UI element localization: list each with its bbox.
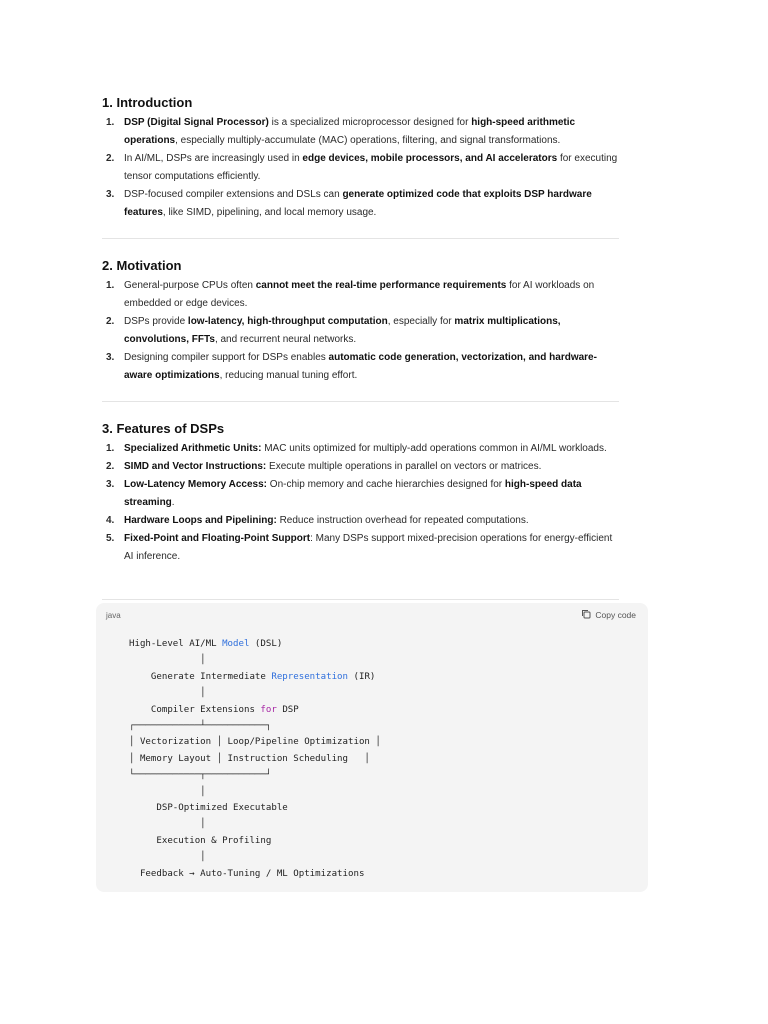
body-text: MAC units optimized for multiply-add operations common in AI/ML workloads.: [261, 443, 607, 454]
list-item: [0, 277, 620, 313]
section-divider: [102, 238, 619, 239]
code-token: Generate Intermediate: [129, 671, 272, 682]
code-token: ┌────────────┴───────────┐: [129, 721, 272, 732]
bold-text: Fixed-Point and Floating-Point Support: [124, 533, 311, 544]
body-text: On-chip memory and cache hierarchies designed for: [267, 479, 505, 490]
list-item-number: 1.: [106, 117, 115, 128]
bold-text: low-latency, high-throughput computation: [187, 316, 388, 327]
body-text: , and recurrent neural networks.: [214, 334, 357, 345]
bold-text: DSP (Digital Signal Processor): [124, 117, 269, 128]
bold-text: Hardware Loops and Pipelining:: [124, 515, 277, 526]
body-text: General-purpose CPUs often: [124, 280, 256, 291]
body-text: In AI/ML, DSPs are increasingly used in: [124, 153, 303, 164]
body-text: for AI workloads on embedded or edge devices.: [124, 280, 595, 309]
bold-text: Low-Latency Memory Access:: [124, 479, 268, 490]
list-item-number: 5.: [106, 533, 115, 544]
body-text: DSPs provide: [124, 316, 188, 327]
body-text: is a specialized microprocessor designed for: [268, 117, 472, 128]
code-token: Compiler Extensions: [129, 704, 261, 715]
code-block: [96, 603, 648, 892]
list-item-number: 3.: [106, 189, 115, 200]
list-item-number: 2.: [106, 153, 115, 164]
bold-text: automatic code generation, vectorization, and hardware-aware optimizations: [124, 352, 597, 381]
list-item: [0, 440, 620, 458]
list-item: [0, 114, 620, 150]
code-token: DSP-Optimized Executable: [129, 803, 288, 814]
section-heading-introduction: 1. Introduction: [102, 95, 193, 110]
code-token: │ Memory Layout │ Instruction Scheduling │: [129, 753, 370, 764]
bold-text: high-speed data streaming: [124, 479, 582, 508]
body-text: , reducing manual tuning effort.: [219, 370, 358, 381]
section-divider: [102, 599, 619, 600]
copy-code-label: Copy code: [595, 610, 636, 620]
section-heading-features: 3. Features of DSPs: [102, 421, 225, 436]
list-item-number: 3.: [106, 352, 115, 363]
code-token: │: [129, 655, 206, 666]
copy-code-button[interactable]: [581, 609, 636, 621]
body-text: , like SIMD, pipelining, and local memory usage.: [162, 207, 377, 218]
code-token: └────────────┬───────────┘: [129, 770, 272, 781]
list-item: [0, 458, 620, 476]
bold-text: generate optimized code that exploits DSP hardware features: [124, 189, 592, 218]
list-item: [0, 313, 620, 349]
list-item: [0, 476, 620, 512]
introduction-list: [0, 114, 620, 222]
code-line: [129, 669, 381, 685]
code-line: [129, 866, 381, 882]
code-token: Execution & Profiling: [129, 835, 272, 846]
code-token: │ Vectorization │ Loop/Pipeline Optimization │: [129, 737, 381, 748]
code-token: High-Level AI/ML: [129, 639, 223, 649]
list-item: [0, 512, 620, 530]
code-token: Model: [222, 639, 250, 649]
body-text: , especially multiply-accumulate (MAC) operations, filtering, and signal transformations.: [175, 135, 561, 146]
features-list: [0, 440, 620, 566]
bold-text: Specialized Arithmetic Units:: [124, 443, 262, 454]
code-token: │: [129, 819, 206, 830]
code-token: Feedback → Auto-Tuning / ML Optimizations: [129, 868, 365, 879]
code-token: │: [129, 688, 206, 699]
body-text: Reduce instruction overhead for repeated computations.: [276, 515, 529, 526]
section-divider: [102, 401, 619, 402]
code-token: │: [129, 852, 206, 863]
list-item-number: 1.: [106, 443, 115, 454]
body-text: .: [171, 497, 175, 508]
bold-text: cannot meet the real-time performance requirements: [255, 280, 507, 291]
body-text: DSP-focused compiler extensions and DSLs can: [124, 189, 343, 200]
code-line: [129, 734, 381, 750]
list-item-number: 2.: [106, 461, 115, 472]
code-line: [129, 833, 381, 849]
list-item-number: 2.: [106, 316, 115, 327]
code-line: [129, 702, 381, 718]
code-token: (IR): [348, 671, 376, 682]
section-heading-motivation: 2. Motivation: [102, 258, 182, 273]
body-text: : Many DSPs support mixed-precision operations for energy-efficient AI inference.: [124, 533, 613, 562]
code-content: [129, 636, 381, 882]
list-item: [0, 150, 620, 186]
list-item-number: 1.: [106, 280, 115, 291]
list-item-number: 3.: [106, 479, 115, 490]
code-token: (DSL): [249, 639, 283, 649]
code-token: Representation: [271, 671, 349, 682]
code-line: [129, 685, 381, 701]
code-line: [129, 849, 381, 865]
motivation-list: [0, 277, 620, 385]
body-text: Designing compiler support for DSPs enables: [124, 352, 329, 363]
code-line: [129, 652, 381, 668]
code-token: │: [129, 786, 206, 797]
code-language-label: java: [106, 611, 121, 620]
bold-text: matrix multiplications, convolutions, FFTs: [124, 316, 561, 345]
code-line: [129, 784, 381, 800]
body-text: for executing tensor computations efficiently.: [124, 153, 618, 182]
list-item-number: 4.: [106, 515, 115, 526]
list-item: [0, 186, 620, 222]
body-text: Execute multiple operations in parallel on vectors or matrices.: [266, 461, 542, 472]
code-line: [129, 636, 381, 652]
code-line: [129, 800, 381, 816]
bold-text: SIMD and Vector Instructions:: [124, 461, 267, 472]
code-line: [129, 767, 381, 783]
copy-icon: [581, 609, 591, 621]
code-token: DSP: [276, 704, 299, 715]
code-line: [129, 751, 381, 767]
list-item: [0, 530, 620, 566]
code-token: for: [260, 704, 277, 715]
list-item: [0, 349, 620, 385]
code-line: [129, 718, 381, 734]
bold-text: high-speed arithmetic operations: [124, 117, 576, 146]
bold-text: edge devices, mobile processors, and AI accelerators: [302, 153, 558, 164]
code-line: [129, 816, 381, 832]
body-text: , especially for: [387, 316, 455, 327]
